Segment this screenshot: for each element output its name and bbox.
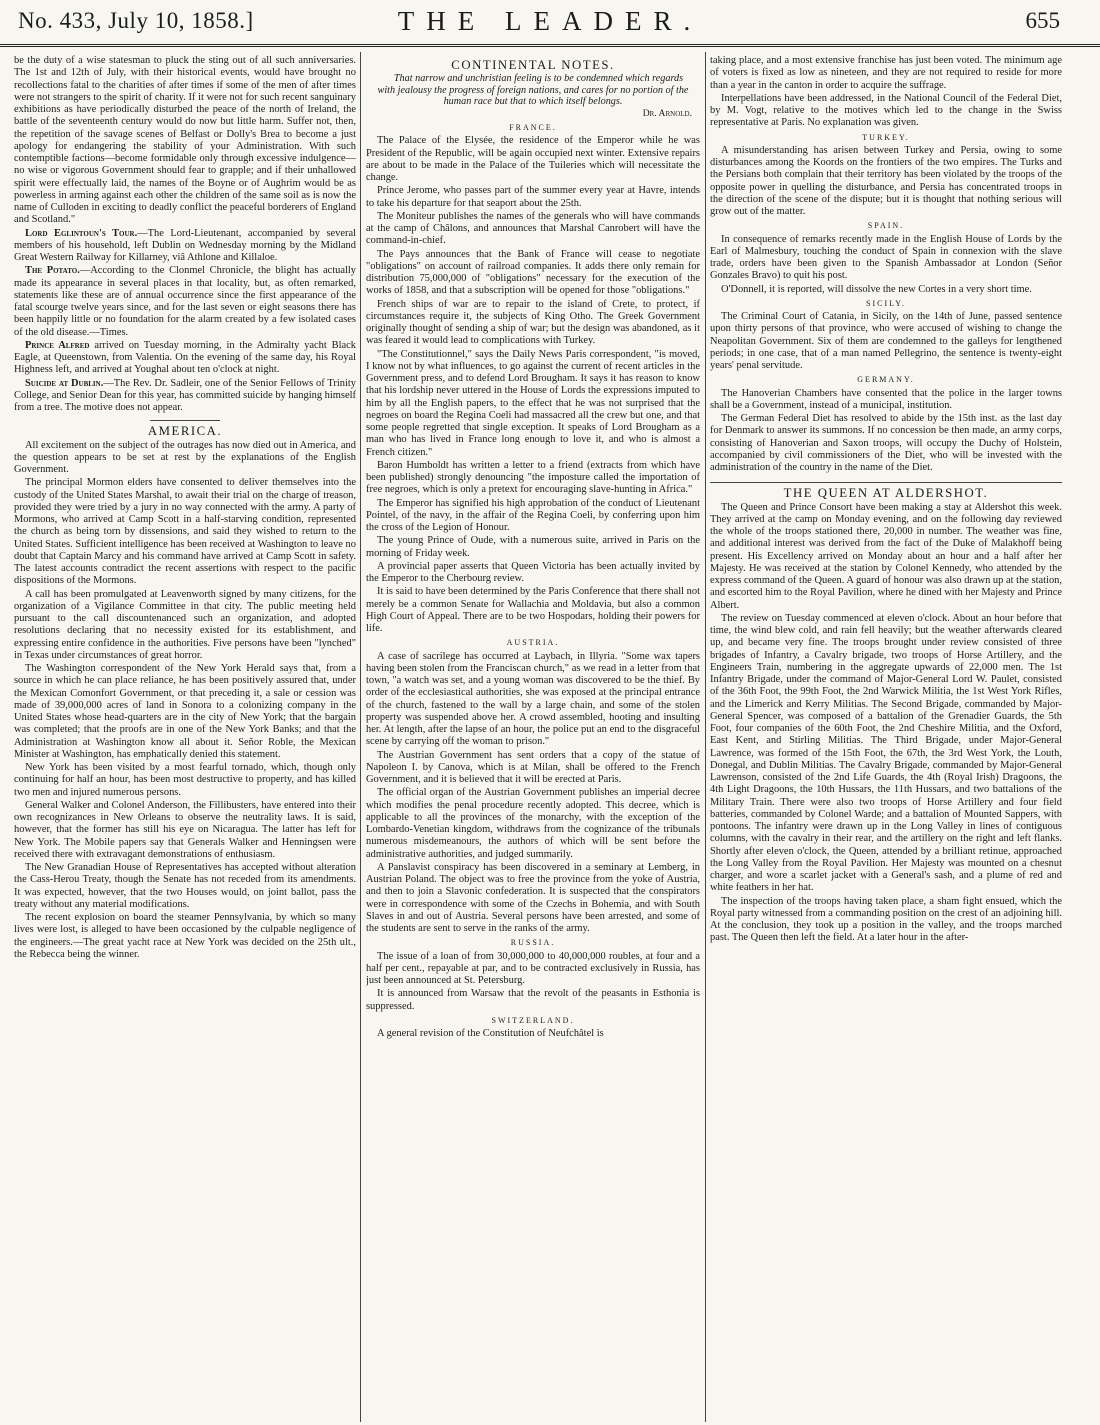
paragraph: The principal Mormon elders have consented to deliver themselves into the custody of the United States Marshal, to await their trial on the charge of treason, provided they were tried by a jury in no way connected with the army. A party of Mormons, who arrived at Camp Scott in a half-starving condition, represented the church as being torn by dissensions, and said they wished to return to the United States. Sufficient intelligence has been received at Washington to leave no doubt that Captain Marcy and his command have arrived at Camp Scott in safety. The latest accounts contradict the recent assertions with respect to the pacific dispositions of the Mormons. [14,477,356,587]
paragraph: The issue of a loan of from 30,000,000 to 40,000,000 roubles, at four and a half per cent., repayable at par, and to be contracted exclusively in Russia, has just been announced at St. Petersburg. [366,950,700,986]
paragraph: The German Federal Diet has resolved to abide by the 15th inst. as the last day for Denmark to answer its summons. If no concession be then made, an army corps, consisting of Hanoverian and Saxon troops, will occupy the Duchy of Holstein, accompanied by civil commissioners of the Diet, who will be invested with the administration of the country in the name of the Diet. [710,413,1062,473]
epigraph: That narrow and unchristian feeling is to be condemned which regards with jealousy the progress of foreign nations, and cares for no portion of the human race but that to which itself belongs. [377,73,689,108]
subheading-switzerland: SWITZERLAND. [491,1015,575,1025]
paragraph: Baron Humboldt has written a letter to a friend (extracts from which have been published) strongly denouncing "the imposture called the importation of free negroes, which is only a pretext for encouraging slave-hunting in Africa." [366,459,700,496]
paragraph: A Panslavist conspiracy has been discovered in a seminary at Lemberg, in Austrian Poland. The object was to free the province from the yoke of Austria, and then to join a Slavonic confederation. It is suspected that the conspirators were in correspondence with some of the Czechs in Bohemia, and with South Slaves in and out of Austria. Several persons have been arrested, and some of the students are sent to serve in the ranks of the army. [366,861,700,934]
paragraph: It is said to have been determined by the Paris Conference that there shall not merely be a common Senate for Wallachia and Moldavia, but also a common High Court of Appeal. There are to be two Hospodars, holding their powers for life. [366,586,700,634]
paragraph: The Austrian Government has sent orders that a copy of the statue of Napoleon I. by Canova, which is at Milan, shall be offered to the French Government, and it is believed that it will be erected at Paris. [366,749,700,785]
paragraph: All excitement on the subject of the outrages has now died out in America, and the question appears to be set at rest by the explanations of the English Government. [14,439,356,475]
subheading-austria: AUSTRIA. [506,638,560,648]
paragraph: Interpellations have been addressed, in the National Council of the Federal Diet, by M. Vogt, relative to the motives which led to the change in the Swiss representative at Paris. No explanation was given. [710,92,1062,129]
paragraph: The Criminal Court of Catania, in Sicily, on the 14th of June, passed sentence upon thirty persons of that province, who were accused of wishing to change the Neapolitan Government. Six of them are condemned to the galleys for lengthened periods; in one case, that of a man named Pellegrino, the sentence is twenty-eight years' penal servitude. [710,311,1062,371]
masthead [0,0,1100,47]
paragraph: The Palace of the Elysée, the residence of the Emperor while he was President of the Republic, will be again occupied next winter. Extensive repairs are about to be made in the Palace of the Tuileries which will necessitate the change. [366,135,700,183]
news-item [14,265,356,339]
news-item [14,378,356,415]
paragraph: General Walker and Colonel Anderson, the Fillibusters, have entered into their own recognizances in New Orleans to observe the neutrality laws. It is said, however, that the former has still his eye on Nicaragua. The latter has left for New York. The Mobile papers say that Generals Walker and Henningsen were received there with extravagant demonstrations of enthusiasm. [14,799,356,860]
paragraph: The inspection of the troops having taken place, a sham fight ensued, which the Royal party witnessed from a commanding position on the crest of an adjoining hill. At the conclusion, they took up a position in the valley, and the troops marched past. The Queen then left the field. At a later hour in the after- [710,895,1062,944]
column-rule [360,52,361,1422]
item-text: —According to the Clonmel Chronicle, the blight has actually made its appearance in several places in that locality, but, as often remarked, statements like these are of annual occurrence since the first appearance of the fatal scourge twelve years since, and for the last seven or eight seasons there has been happily little or no foundation for the alarm created by a few isolated cases of the old disease.—Times. [14,265,356,338]
paragraph: It is announced from Warsaw that the revolt of the peasants in Esthonia is suppressed. [366,988,700,1012]
item-lead: Prince Alfred [25,339,90,351]
newspaper-title: THE LEADER. [397,6,703,36]
column-1 [14,55,356,1417]
paragraph: The Emperor has signified his high approbation of the conduct of Lieutenant Pointel, of the navy, in the affair of the Regina Coeli, by conferring upon him the cross of the Legion of Honour. [366,497,700,533]
item-text: —The Rev. Dr. Sadleir, one of the Senior Fellows of Trinity College, and Senior Dean for this year, has committed suicide by hanging himself from a tree. The motive does not appear. [14,377,356,413]
epigraph-author: Dr. Arnold. [642,107,692,119]
article-continuation: taking place, and a most extensive franchise has just been voted. The minimum age of voters is fixed as low as nineteen, and they are not required to reside for more than a year in the canton in order to acquire the suffrage. [710,55,1062,91]
paragraph: New York has been visited by a most fearful tornado, which, though only continuing for half an hour, has been most destructive to property, and has killed two men and injured numerous persons. [14,762,356,798]
column-2 [366,55,700,1417]
paragraph: The Moniteur publishes the names of the generals who will have commands at the camp of Châlons, and announces that Marshal Canrobert will have the command-in-chief. [366,210,700,247]
paragraph: In consequence of remarks recently made in the English House of Lords by the Earl of Malmesbury, touching the conduct of Spain in connexion with the slave trade, orders have been given to the Spanish Ambassador at London (Señor Gonzales Bravo) to quit his post. [710,233,1062,282]
paragraph: The Hanoverian Chambers have consented that the police in the larger towns shall be a Government, instead of a municipal, institution. [710,387,1062,411]
paragraph: "The Constitutionnel," says the Daily News Paris correspondent, "is moved, I know not by what influences, to go against the current of recent articles in the Government press, and to defend Lord Brougham. It says it has reason to know that his lordship never uttered in the House of Lords the expressions imputed to him by all the English papers, to the effect that he was not surprised that the negroes on board the Regina Coeli had massacred all the crew but one, and that some people regretted that single exception. It speaks of Lord Brougham as a man who has lived in France long enough to love it, and who is almost a French citizen." [366,348,700,458]
article-continuation: be the duty of a wise statesman to pluck the sting out of all such anniversaries. The 1st and 12th of July, with their historical events, would have brought no recollections fatal to the charities of after times if some of the men of after times were not strangers to the spirit of charity. If it were not for such recent sanguinary exhibitions as have periodically disturbed the peace of the north of Ireland, the battle of the seventeenth century would do now but little harm. Suffer not, then, the repetition of the savage scenes of Belfast or Dolly's Brea to become a just apology for endangering the stability of your Administration. With such contemptible factions—become formidable only through excessive indulgence—no wise or vigorous Government should fear to grapple; and if their unhallowed spirit were effectually laid, the names of the Boyne or of Aughrim would be as powerless in arming against each other the children of the same soil as is now the name of Culloden in exciting to deadly conflict the peaceful borderers of England and Scotland." [14,55,356,226]
subheading-russia: RUSSIA. [510,938,556,948]
paragraph: A call has been promulgated at Leavenworth signed by many citizens, for the organization of a Vigilance Committee in that city. The public meeting held pursuant to the call discountenanced such an organization, and adopted resolutions declaring that no necessity existed for its establishment, and expressing entire confidence in the authorities. Five persons have been "lynched" in Texas under circumstances of great horror. [14,588,356,661]
item-lead: Lord Eglintoun's Tour. [25,227,138,239]
item-lead: Suicide at Dublin. [25,377,104,389]
paragraph: The young Prince of Oude, with a numerous suite, arrived in Paris on the morning of Friday week. [366,535,700,559]
paragraph: French ships of war are to repair to the island of Crete, to protect, if circumstances require it, the subjects of King Otho. The Greek Government originally thought of sending a ship of war; but the design was abandoned, as it was feared it would lead to complications with Turkey. [366,298,700,347]
paragraph: A provincial paper asserts that Queen Victoria has been actually invited by the Emperor to the Cherbourg review. [366,560,700,584]
news-item [14,228,356,265]
item-text: —The Lord-Lieutenant, accompanied by several members of his household, left Dublin on Wednesday morning by the Midland Great Western Railway for Killarney, viâ Athlone and Killaloe. [14,227,356,263]
paragraph: A misunderstanding has arisen between Turkey and Persia, owing to some disturbances among the Koords on the frontiers of the two empires. The Turks and the Persians both complain that their territory has been violated by the troops of the opposite power in quelling the disturbance, and Persia has concentrated troops in the direction of the scene of the dispute; but it is thought that nothing serious will grow out of the matter. [710,144,1062,217]
paragraph: A case of sacrilege has occurred at Laybach, in Illyria. "Some wax tapers having been stolen from the Franciscan church," as we read in a letter from that town, "a watch was set, and a young woman was discovered to be the thief. By order of the ecclesiastical authorities, she was exposed at the principal entrance of the church, fastened to the wall by a large chain, and some of the stolen property was suspended above her. A crowd assembled, hooting and insulting her. At length, after the lapse of an hour, the police put an end to the disgraceful scene by carrying off the woman to prison." [366,650,700,748]
paragraph: O'Donnell, it is reported, will dissolve the new Cortes in a very short time. [721,283,1032,295]
item-text: arrived on Tuesday morning, in the Admiralty yacht Black Eagle, at Queenstown, from Valentia. On the evening of the same day, his Royal Highness left, and arrived at Youghal about ten o'clock at night. [14,339,356,376]
paragraph: The official organ of the Austrian Government publishes an imperial decree which modifies the penal procedure recently adopted. This decree, which is applicable to all the provinces of the monarchy, with the exception of the Lombardo-Venetian kingdom, withdraws from the cognizance of the tribunals numerous misdemeanours, the authors of which will be sent before the administrative authorities, and judged summarily. [366,787,700,860]
section-heading-america: AMERICA. [147,424,223,439]
column-rule [705,52,706,1422]
paragraph: A general revision of the Constitution of Neufchâtel is [377,1028,604,1039]
paragraph: The review on Tuesday commenced at eleven o'clock. About an hour before that time, the wind blew cold, and rain fell heavily; but the weather afterwards cleared up, and became very fine. The troops brought under review consisted of three brigades of Infantry, a Cavalry brigade, two troops of Horse Artillery, and the Engineers Train, numbering in the aggregate upwards of 22,000 men. The 1st Infantry Brigade, under the command of Major-General Lord W. Paulet, consisted of the 36th Foot, the 99th Foot, the 2nd Warwick Militia, the 1st West York Rifles, and the Limerick and Kerry Militias. The Second Brigade, commanded by Major-General Spencer, was composed of a battalion of the Grenadier Guards, the 5th Foot, four companies of the 60th Foot, the 2nd Cheshire Militia, and the Oxford, East Kent, and Stirling Militias. The Third Brigade, under Major-General Lawrence, was formed of the 15th Foot, the 67th, the 3rd West York, the Louth, Donegal, and Dublin Militias. The Cavalry Brigade, commanded by Major-General Lawrenson, consisted of the 2nd Life Guards, the 4th (Royal Irish) Dragoons, the 4th Light Dragoons, the 10th Hussars, the 11th Hussars, and two battalions of the Military Train. There were also two troops of Horse Artillery and four field batteries, commanded by Colonel Warde; and a battalion of Mounted Sappers, with pontoons. The infantry were drawn up in the Long Valley in lines of contiguous columns, with the cavalry in their rear, and the artillery on the right and left flanks. Shortly after eleven o'clock, the Queen, attended by a brilliant retinue, approached the Long Valley from the Royal Pavilion. Her Majesty was mounted on a chesnut charger, and wore a scarlet jacket with a General's sash, and a plume of red and white feathers in her hat. [710,612,1062,894]
section-heading-continental: CONTINENTAL NOTES. [451,58,615,72]
news-item [14,340,356,377]
paragraph: The Pays announces that the Bank of France will cease to negotiate "obligations" on account of railroad companies. It adds there only remain for distribution 75,000,000 of "obligations" necessary for the execution of the works of 1858, and that a subscription will be opened for those "obligations." [366,248,700,297]
paragraph: The recent explosion on board the steamer Pennsylvania, by which so many lives were lost, is alleged to have been occasioned by the culpable negligence of the engineers.—The great yacht race at New York was decided on the 25th ult., the Rebecca being the winner. [14,912,356,960]
paragraph: The Queen and Prince Consort have been making a stay at Aldershot this week. They arrived at the camp on Monday evening, and on the following day reviewed the whole of the troops stationed there, 20,000 in number. The weather was fine, and additional interest was derived from the fact of the Duke of Malakhoff being present. His Excellency arrived on Monday about an hour and a half after her Majesty. He was received at the station by Colonel Kennedy, who attended by the express command of the Queen. A guard of honour was also drawn up at the station, and escorted him to the Royal Pavilion, where he dined with her Majesty and Prince Albert. [710,501,1062,611]
paragraph: The Washington correspondent of the New York Herald says that, from a source in which he can place reliance, he has been positively assured that, under the Mexican Comonfort Government, or that preceding it, a sale or cession was made of 39,000,000 acres of land in Sonora to a colonizing company in the United States whose head-quarters are in the city of New York; that the bargain was completed; that the proofs are in one of the New York Banks; and that the Administration at Washington know all about it. Señor Roble, the Mexican Minister at Washington, has emphatically denied this statement. [14,663,356,760]
paragraph: Prince Jerome, who passes part of the summer every year at Havre, intends to take his departure for that seaport about the 25th. [366,185,700,209]
column-3 [710,55,1062,1417]
subheading-sicily: SICILY. [866,298,906,308]
subheading-germany: GERMANY. [857,375,915,385]
page-number: 655 [1025,8,1060,33]
section-heading-queen-aldershot: THE QUEEN AT ALDERSHOT. [710,482,1062,499]
item-lead: The Potato. [25,265,80,277]
section-divider [150,420,220,421]
paragraph: The New Granadian House of Representatives has accepted without alteration the Cass-Herou Treaty, though the Senate has not receded from its amendments. It was expected, however, that the two Houses would, on joint ballot, pass the treaty without any material modifications. [14,862,356,910]
subheading-spain: SPAIN. [867,221,905,231]
issue-date: No. 433, July 10, 1858.] [18,8,254,33]
subheading-turkey: TURKEY. [862,132,910,142]
subheading-france: FRANCE. [509,123,557,132]
